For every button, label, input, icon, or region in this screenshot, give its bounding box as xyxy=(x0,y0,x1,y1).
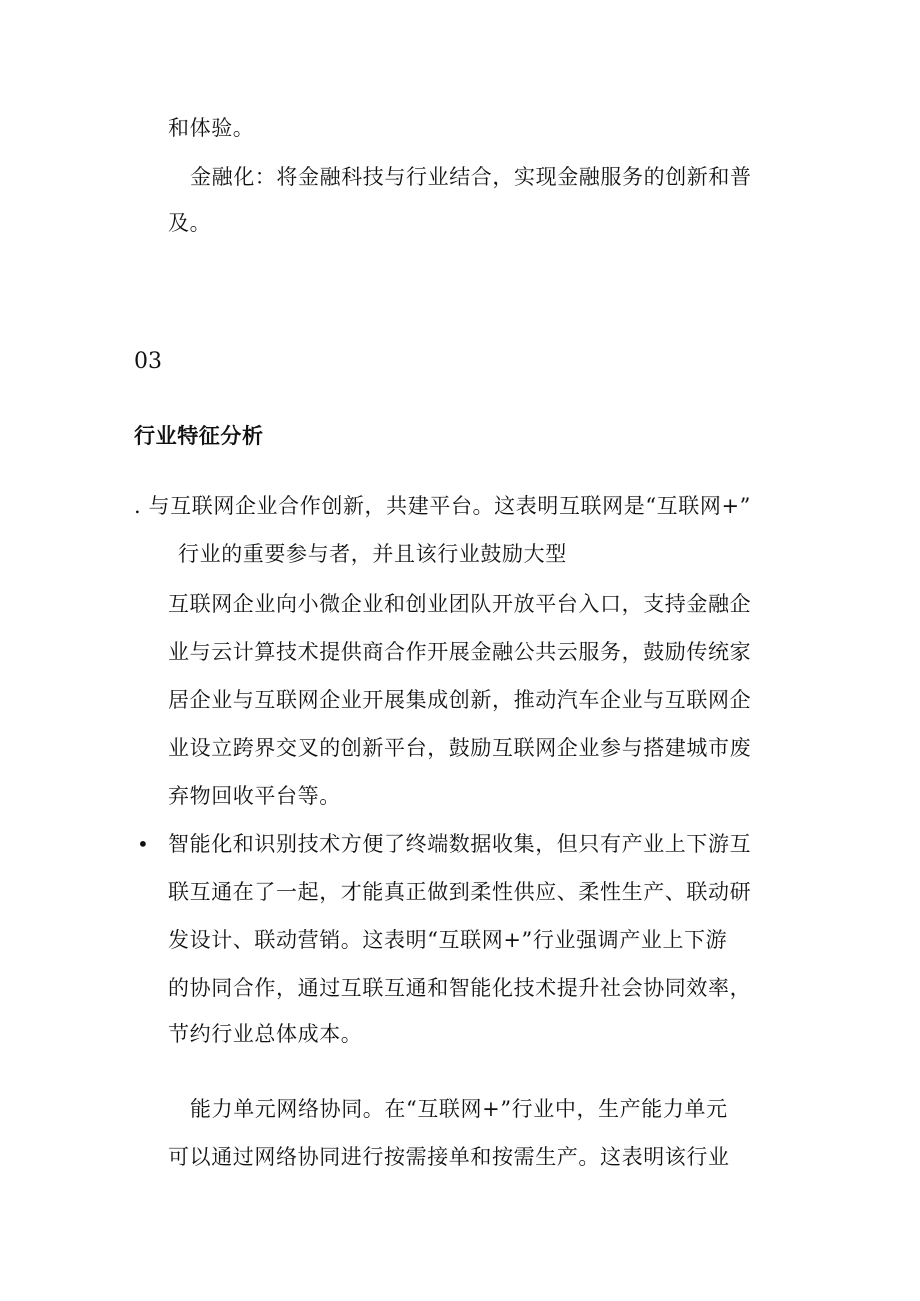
para2-line-4: 的协同合作，通过互联互通和智能化技术提升社会协同效率， xyxy=(168,976,752,1000)
para2-line-1: 智能化和识别技术方便了终端数据收集，但只有产业上下游互 xyxy=(168,832,752,856)
para1-line-1: . 与互联网企业合作创新，共建平台。这表明互联网是“互联网+” xyxy=(134,494,752,518)
para2-line-5: 节约行业总体成本。 xyxy=(168,1022,363,1046)
para1-line-6: 业设立跨界交叉的创新平台，鼓励互联网企业参与搭建城市废 xyxy=(168,736,752,760)
finance-line-2: 及。 xyxy=(168,211,212,235)
para2-line-2: 联互通在了一起，才能真正做到柔性供应、柔性生产、联动研 xyxy=(168,880,752,904)
para1-line-5: 居企业与互联网企业开展集成创新，推动汽车企业与互联网企 xyxy=(168,688,752,712)
bullet-icon: • xyxy=(137,832,149,856)
para1-line-3: 互联网企业向小微企业和创业团队开放平台入口，支持金融企 xyxy=(168,592,752,616)
para2-line-3: 发设计、联动营销。这表明“互联网+”行业强调产业上下游 xyxy=(168,928,728,952)
para1-line-2: 行业的重要参与者，并且该行业鼓励大型 xyxy=(178,542,567,566)
para3-line-2: 可以通过网络协同进行按需接单和按需生产。这表明该行业 xyxy=(168,1145,730,1169)
section-number: 03 xyxy=(134,349,162,374)
para1-line-7: 弃物回收平台等。 xyxy=(168,784,341,808)
para1-line-4: 业与云计算技术提供商合作开展金融公共云服务，鼓励传统家 xyxy=(168,640,752,664)
finance-line-1: 金融化：将金融科技与行业结合，实现金融服务的创新和普 xyxy=(190,165,752,189)
section-title: 行业特征分析 xyxy=(134,423,264,448)
para3-line-1: 能力单元网络协同。在“互联网+”行业中，生产能力单元 xyxy=(190,1097,728,1121)
intro-line-1: 和体验。 xyxy=(168,116,255,140)
